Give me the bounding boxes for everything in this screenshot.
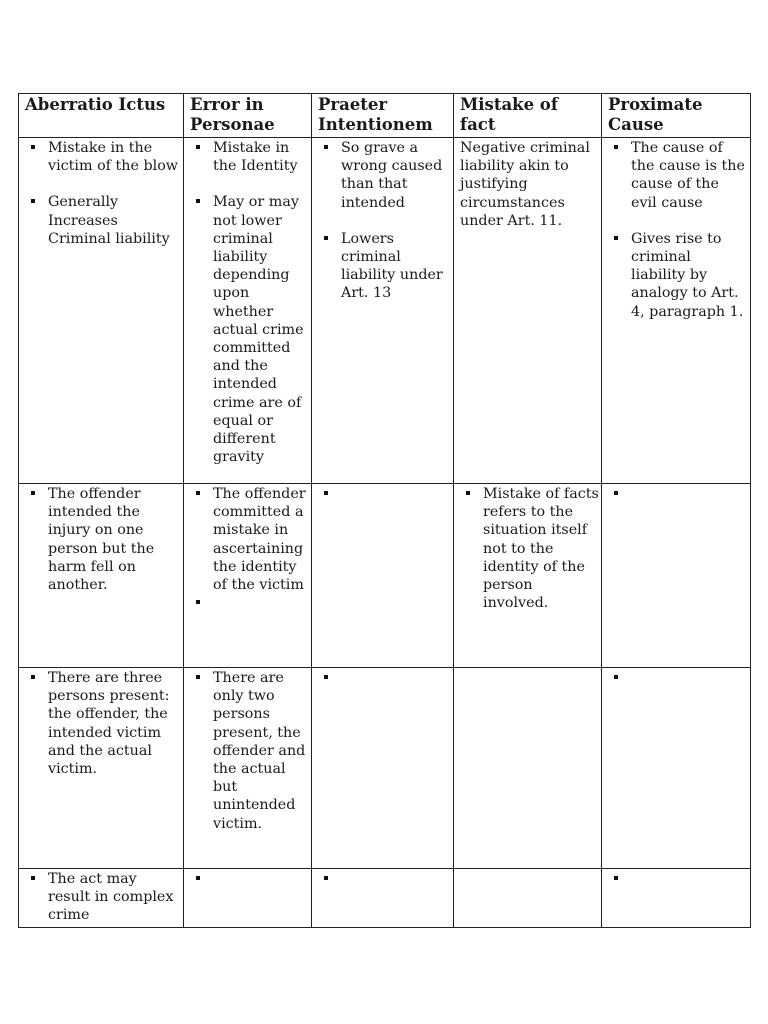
table-cell [184,869,312,928]
table-cell [454,869,602,928]
bullet-item [190,870,309,888]
table-cell [184,484,312,668]
bullet-item: There are three persons present: the offender, the intended victim and the actual victim. [25,669,181,778]
table-cell [454,138,602,484]
bullet-item: Mistake in the Identity [190,139,309,175]
bullet-item: The offender intended the injury on one person but the harm fell on another. [25,485,181,594]
table-cell [602,668,751,869]
bullet-item [318,870,451,888]
table-cell [454,668,602,869]
table-cell [19,869,184,928]
bullet-item: The offender committed a mistake in ascertaining the identity of the victim [190,485,309,594]
bullet-item: Lowers criminal liability under Art. 13 [318,230,451,303]
table-cell [19,484,184,668]
header-aberratio-ictus: Aberratio Ictus [19,94,184,138]
header-mistake-of-fact: Mistake of fact [454,94,602,138]
bullet-item: The cause of the cause is the cause of the evil cause [608,139,748,212]
bullet-item: Generally Increases Criminal liability [25,193,181,248]
table-cell [602,138,751,484]
bullet-item: Mistake in the victim of the blow [25,139,181,175]
bullet-item: There are only two persons present, the offender and the actual but unintended victim. [190,669,309,833]
table-row [19,138,751,484]
table-cell [19,668,184,869]
table-cell [312,869,454,928]
header-proximate-cause: Proximate Cause [602,94,751,138]
table-cell [184,668,312,869]
header-row [19,94,751,138]
table-cell [312,138,454,484]
bullet-item: Mistake of facts refers to the situation itself not to the identity of the person involved. [460,485,599,612]
comparison-table [18,93,751,928]
table-row [19,484,751,668]
bullet-item: The act may result in complex crime [25,870,181,925]
header-error-in-personae: Error in Personae [184,94,312,138]
bullet-item [608,485,748,503]
table-cell [454,484,602,668]
bullet-item [318,485,451,503]
table-cell [602,869,751,928]
table-cell [312,484,454,668]
bullet-item [318,669,451,687]
header-praeter-intentionem: Praeter Intentionem [312,94,454,138]
bullet-item: May or may not lower criminal liability depending upon whether actual crime committed and the intended crime are of equal or different gravity [190,193,309,466]
table-cell [602,484,751,668]
bullet-item [608,870,748,888]
bullet-item: Gives rise to criminal liability by analogy to Art. 4, paragraph 1. [608,230,748,321]
table-cell [184,138,312,484]
table-cell [19,138,184,484]
table-row [19,668,751,869]
cell-text: Negative criminal liability akin to justifying circumstances under Art. 11. [460,140,590,229]
table-cell [312,668,454,869]
bullet-item: So grave a wrong caused than that intended [318,139,451,212]
table-row [19,869,751,928]
bullet-item [190,594,309,612]
bullet-item [608,669,748,687]
